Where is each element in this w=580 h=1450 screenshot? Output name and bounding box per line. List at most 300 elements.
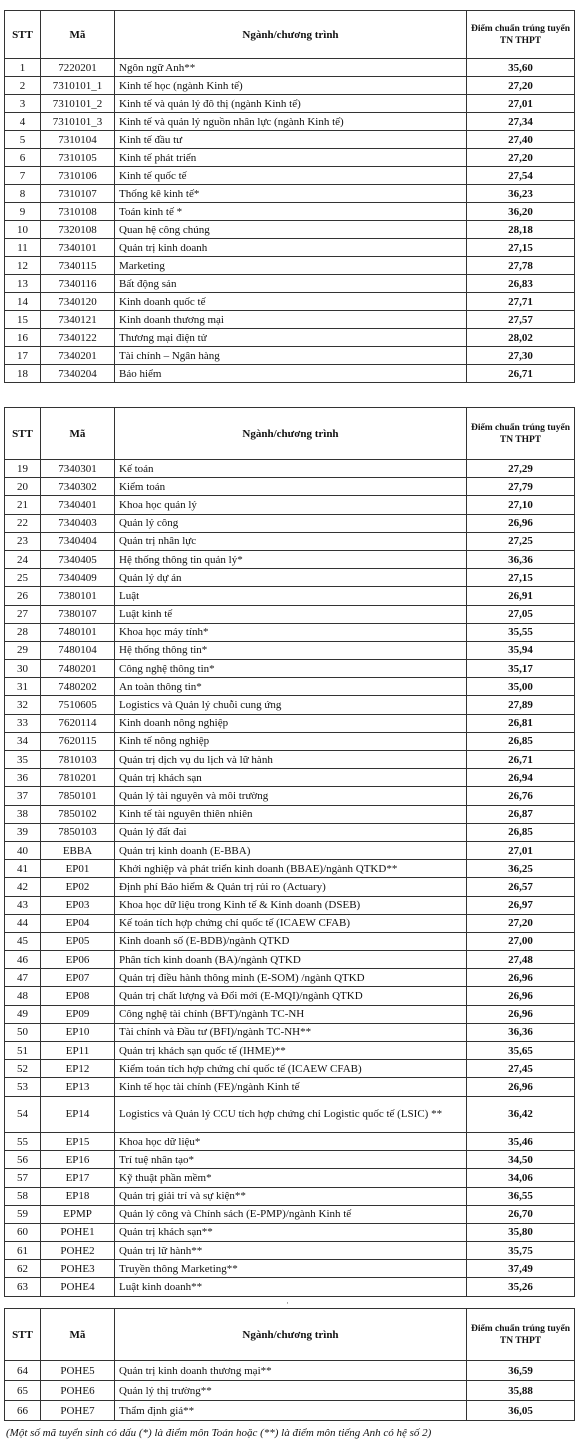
row-code: EP11 xyxy=(41,1042,115,1060)
row-score: 34,50 xyxy=(467,1151,575,1169)
table-row xyxy=(5,787,575,805)
table-row xyxy=(5,769,575,787)
row-program-name: Quản trị nhân lực xyxy=(115,532,467,550)
row-code: EP10 xyxy=(41,1023,115,1041)
row-code: POHE3 xyxy=(41,1260,115,1278)
row-program-name: Logistics và Quản lý chuỗi cung ứng xyxy=(115,696,467,714)
row-code: EP14 xyxy=(41,1096,115,1132)
row-code: 7380101 xyxy=(41,587,115,605)
table-row xyxy=(5,1042,575,1060)
table-row xyxy=(5,969,575,987)
row-score: 27,34 xyxy=(467,113,575,131)
admission-table-part-1 xyxy=(4,10,575,383)
row-score: 35,65 xyxy=(467,1042,575,1060)
row-stt: 59 xyxy=(5,1205,41,1223)
row-code: 7340302 xyxy=(41,478,115,496)
table-row xyxy=(5,714,575,732)
table-header-row xyxy=(5,408,575,460)
row-score: 35,46 xyxy=(467,1132,575,1150)
row-code: 7310104 xyxy=(41,131,115,149)
table-row xyxy=(5,77,575,95)
row-score: 26,96 xyxy=(467,987,575,1005)
header-program: Ngành/chương trình xyxy=(115,11,467,59)
row-code: 7850102 xyxy=(41,805,115,823)
table-row xyxy=(5,569,575,587)
table-row xyxy=(5,951,575,969)
row-score: 36,55 xyxy=(467,1187,575,1205)
row-stt: 27 xyxy=(5,605,41,623)
row-program-name: Quản trị kinh doanh thương mại** xyxy=(115,1361,467,1381)
row-code: 7340116 xyxy=(41,275,115,293)
row-stt: 45 xyxy=(5,932,41,950)
row-code: EP13 xyxy=(41,1078,115,1096)
row-stt: 54 xyxy=(5,1096,41,1132)
table-row xyxy=(5,239,575,257)
row-program-name: Công nghệ tài chính (BFT)/ngành TC-NH xyxy=(115,1005,467,1023)
row-score: 27,71 xyxy=(467,293,575,311)
row-program-name: Khoa học dữ liệu* xyxy=(115,1132,467,1150)
row-stt: 56 xyxy=(5,1151,41,1169)
table-body xyxy=(5,59,575,383)
table-body xyxy=(5,460,575,1297)
row-score: 27,29 xyxy=(467,460,575,478)
table-row xyxy=(5,1381,575,1401)
table-row xyxy=(5,1278,575,1296)
row-program-name: Quản lý tài nguyên và môi trường xyxy=(115,787,467,805)
row-code: 7850103 xyxy=(41,823,115,841)
row-stt: 35 xyxy=(5,751,41,769)
row-score: 26,85 xyxy=(467,823,575,841)
row-score: 26,87 xyxy=(467,805,575,823)
table-row xyxy=(5,1023,575,1041)
row-program-name: Ngôn ngữ Anh** xyxy=(115,59,467,77)
table-row xyxy=(5,275,575,293)
row-stt: 42 xyxy=(5,878,41,896)
row-stt: 6 xyxy=(5,149,41,167)
row-stt: 64 xyxy=(5,1361,41,1381)
row-score: 27,00 xyxy=(467,932,575,950)
row-score: 35,17 xyxy=(467,660,575,678)
row-score: 27,20 xyxy=(467,77,575,95)
row-stt: 12 xyxy=(5,257,41,275)
table-row xyxy=(5,311,575,329)
row-stt: 41 xyxy=(5,860,41,878)
row-stt: 33 xyxy=(5,714,41,732)
row-stt: 63 xyxy=(5,1278,41,1296)
row-program-name: Quản trị khách sạn quốc tế (IHME)** xyxy=(115,1042,467,1060)
row-code: 7340405 xyxy=(41,550,115,568)
row-program-name: Quan hệ công chúng xyxy=(115,221,467,239)
table-row xyxy=(5,1242,575,1260)
row-score: 35,55 xyxy=(467,623,575,641)
row-stt: 34 xyxy=(5,732,41,750)
row-score: 35,88 xyxy=(467,1381,575,1401)
row-code: 7810201 xyxy=(41,769,115,787)
page-separator-mark: · xyxy=(286,1298,289,1308)
row-stt: 17 xyxy=(5,347,41,365)
row-program-name: Quản lý công và Chính sách (E-PMP)/ngành Kinh tế xyxy=(115,1205,467,1223)
row-code: 7340409 xyxy=(41,569,115,587)
row-stt: 18 xyxy=(5,365,41,383)
row-score: 27,40 xyxy=(467,131,575,149)
row-stt: 2 xyxy=(5,77,41,95)
header-program: Ngành/chương trình xyxy=(115,408,467,460)
row-code: 7480104 xyxy=(41,641,115,659)
row-stt: 50 xyxy=(5,1023,41,1041)
row-code: 7340301 xyxy=(41,460,115,478)
header-stt: STT xyxy=(5,1309,41,1361)
table-row xyxy=(5,1401,575,1421)
row-program-name: Quản lý thị trường** xyxy=(115,1381,467,1401)
row-stt: 7 xyxy=(5,167,41,185)
row-code: POHE1 xyxy=(41,1223,115,1241)
row-program-name: Quản trị khách sạn xyxy=(115,769,467,787)
table-row xyxy=(5,823,575,841)
row-program-name: Quản trị chất lượng và Đổi mới (E-MQI)/ngành QTKD xyxy=(115,987,467,1005)
row-program-name: Quản trị kinh doanh xyxy=(115,239,467,257)
row-code: 7510605 xyxy=(41,696,115,714)
table-row xyxy=(5,1361,575,1381)
row-stt: 26 xyxy=(5,587,41,605)
row-program-name: Kinh doanh số (E-BDB)/ngành QTKD xyxy=(115,932,467,950)
row-score: 27,01 xyxy=(467,95,575,113)
row-program-name: Tài chính và Đầu tư (BFI)/ngành TC-NH** xyxy=(115,1023,467,1041)
row-stt: 22 xyxy=(5,514,41,532)
row-code: 7810103 xyxy=(41,751,115,769)
table-row xyxy=(5,987,575,1005)
admission-table-part-3 xyxy=(4,1308,575,1421)
row-code: EP08 xyxy=(41,987,115,1005)
table-row xyxy=(5,59,575,77)
row-program-name: Kinh doanh thương mại xyxy=(115,311,467,329)
row-score: 36,20 xyxy=(467,203,575,221)
row-score: 27,01 xyxy=(467,841,575,859)
row-program-name: Toán kinh tế * xyxy=(115,203,467,221)
table-body xyxy=(5,1361,575,1421)
row-stt: 66 xyxy=(5,1401,41,1421)
row-score: 26,83 xyxy=(467,275,575,293)
row-stt: 4 xyxy=(5,113,41,131)
row-stt: 40 xyxy=(5,841,41,859)
row-code: EP06 xyxy=(41,951,115,969)
header-code: Mã xyxy=(41,11,115,59)
row-stt: 9 xyxy=(5,203,41,221)
row-code: POHE2 xyxy=(41,1242,115,1260)
header-score: Điểm chuẩn trúng tuyển TN THPT xyxy=(467,11,575,59)
table-row xyxy=(5,696,575,714)
table-row xyxy=(5,221,575,239)
row-code: EP18 xyxy=(41,1187,115,1205)
row-score: 27,10 xyxy=(467,496,575,514)
row-score: 27,57 xyxy=(467,311,575,329)
row-code: 7310101_1 xyxy=(41,77,115,95)
table-row xyxy=(5,1132,575,1150)
row-score: 36,05 xyxy=(467,1401,575,1421)
row-program-name: Marketing xyxy=(115,257,467,275)
row-score: 26,57 xyxy=(467,878,575,896)
row-program-name: Bảo hiểm xyxy=(115,365,467,383)
table-row xyxy=(5,805,575,823)
row-code: POHE5 xyxy=(41,1361,115,1381)
row-code: EBBA xyxy=(41,841,115,859)
row-score: 27,78 xyxy=(467,257,575,275)
table-row xyxy=(5,1005,575,1023)
row-code: EP12 xyxy=(41,1060,115,1078)
row-stt: 53 xyxy=(5,1078,41,1096)
row-program-name: Kế toán xyxy=(115,460,467,478)
row-program-name: Phân tích kinh doanh (BA)/ngành QTKD xyxy=(115,951,467,969)
row-program-name: Quản lý dự án xyxy=(115,569,467,587)
row-program-name: Kinh tế và quản lý đô thị (ngành Kinh tế) xyxy=(115,95,467,113)
row-score: 26,91 xyxy=(467,587,575,605)
row-program-name: Hệ thống thông tin* xyxy=(115,641,467,659)
row-program-name: Kinh doanh quốc tế xyxy=(115,293,467,311)
row-stt: 11 xyxy=(5,239,41,257)
row-score: 26,96 xyxy=(467,514,575,532)
row-stt: 28 xyxy=(5,623,41,641)
table-row xyxy=(5,660,575,678)
row-code: EP03 xyxy=(41,896,115,914)
row-score: 36,25 xyxy=(467,860,575,878)
row-stt: 31 xyxy=(5,678,41,696)
table-row xyxy=(5,605,575,623)
row-code: POHE6 xyxy=(41,1381,115,1401)
row-score: 26,70 xyxy=(467,1205,575,1223)
row-program-name: Kinh tế phát triển xyxy=(115,149,467,167)
row-code: 7310101_2 xyxy=(41,95,115,113)
row-code: 7320108 xyxy=(41,221,115,239)
row-program-name: Bất động sản xyxy=(115,275,467,293)
row-stt: 25 xyxy=(5,569,41,587)
row-program-name: Luật kinh doanh** xyxy=(115,1278,467,1296)
row-score: 27,15 xyxy=(467,569,575,587)
row-program-name: Hệ thống thông tin quản lý* xyxy=(115,550,467,568)
row-program-name: Khởi nghiệp và phát triển kinh doanh (BBAE)/ngành QTKD** xyxy=(115,860,467,878)
row-score: 36,36 xyxy=(467,1023,575,1041)
row-stt: 24 xyxy=(5,550,41,568)
row-score: 27,20 xyxy=(467,149,575,167)
row-program-name: Quản trị dịch vụ du lịch và lữ hành xyxy=(115,751,467,769)
row-code: 7340101 xyxy=(41,239,115,257)
row-score: 26,96 xyxy=(467,1005,575,1023)
row-program-name: Công nghệ thông tin* xyxy=(115,660,467,678)
table-row xyxy=(5,365,575,383)
row-program-name: Quản trị điều hành thông minh (E-SOM) /ngành QTKD xyxy=(115,969,467,987)
row-score: 35,00 xyxy=(467,678,575,696)
row-score: 26,85 xyxy=(467,732,575,750)
row-score: 36,42 xyxy=(467,1096,575,1132)
row-stt: 58 xyxy=(5,1187,41,1205)
table-row xyxy=(5,841,575,859)
table-row xyxy=(5,203,575,221)
row-code: POHE4 xyxy=(41,1278,115,1296)
table-row xyxy=(5,113,575,131)
row-score: 26,97 xyxy=(467,896,575,914)
row-stt: 23 xyxy=(5,532,41,550)
row-score: 37,49 xyxy=(467,1260,575,1278)
row-stt: 61 xyxy=(5,1242,41,1260)
table-row xyxy=(5,149,575,167)
row-stt: 13 xyxy=(5,275,41,293)
row-stt: 47 xyxy=(5,969,41,987)
row-score: 26,71 xyxy=(467,751,575,769)
row-code: EP05 xyxy=(41,932,115,950)
row-program-name: Quản trị lữ hành** xyxy=(115,1242,467,1260)
row-stt: 21 xyxy=(5,496,41,514)
row-code: EP01 xyxy=(41,860,115,878)
row-stt: 1 xyxy=(5,59,41,77)
row-stt: 30 xyxy=(5,660,41,678)
table-row xyxy=(5,478,575,496)
row-score: 27,79 xyxy=(467,478,575,496)
row-score: 35,94 xyxy=(467,641,575,659)
row-stt: 62 xyxy=(5,1260,41,1278)
row-program-name: Kiểm toán tích hợp chứng chỉ quốc tế (ICAEW CFAB) xyxy=(115,1060,467,1078)
row-program-name: Thương mại điện tử xyxy=(115,329,467,347)
row-code: 7340120 xyxy=(41,293,115,311)
row-stt: 14 xyxy=(5,293,41,311)
row-stt: 46 xyxy=(5,951,41,969)
table-row xyxy=(5,896,575,914)
row-stt: 55 xyxy=(5,1132,41,1150)
row-program-name: Quản trị khách sạn** xyxy=(115,1223,467,1241)
row-code: 7340115 xyxy=(41,257,115,275)
header-stt: STT xyxy=(5,11,41,59)
row-score: 27,25 xyxy=(467,532,575,550)
row-score: 27,45 xyxy=(467,1060,575,1078)
table-row xyxy=(5,1078,575,1096)
row-stt: 51 xyxy=(5,1042,41,1060)
row-stt: 37 xyxy=(5,787,41,805)
table-row xyxy=(5,641,575,659)
row-program-name: Quản trị giải trí và sự kiện** xyxy=(115,1187,467,1205)
table-row xyxy=(5,514,575,532)
row-program-name: Kỹ thuật phần mềm* xyxy=(115,1169,467,1187)
row-code: 7310107 xyxy=(41,185,115,203)
row-score: 26,94 xyxy=(467,769,575,787)
admission-table-part-2 xyxy=(4,407,575,1297)
header-score: Điểm chuẩn trúng tuyển TN THPT xyxy=(467,1309,575,1361)
row-score: 27,30 xyxy=(467,347,575,365)
row-stt: 10 xyxy=(5,221,41,239)
row-stt: 19 xyxy=(5,460,41,478)
row-stt: 8 xyxy=(5,185,41,203)
row-program-name: Kinh doanh nông nghiệp xyxy=(115,714,467,732)
table-row xyxy=(5,732,575,750)
row-code: 7340121 xyxy=(41,311,115,329)
row-program-name: Kinh tế và quản lý nguồn nhân lực (ngành Kinh tế) xyxy=(115,113,467,131)
row-stt: 49 xyxy=(5,1005,41,1023)
row-score: 27,48 xyxy=(467,951,575,969)
row-program-name: Kinh tế tài nguyên thiên nhiên xyxy=(115,805,467,823)
row-stt: 60 xyxy=(5,1223,41,1241)
row-stt: 52 xyxy=(5,1060,41,1078)
row-stt: 36 xyxy=(5,769,41,787)
footnote: (Một số mã tuyển sinh có dấu (*) là điểm môn Toán hoặc (**) là điểm môn tiếng Anh có hệ số 2) xyxy=(6,1427,432,1439)
row-program-name: Truyền thông Marketing** xyxy=(115,1260,467,1278)
row-score: 26,76 xyxy=(467,787,575,805)
table-row xyxy=(5,131,575,149)
row-score: 36,36 xyxy=(467,550,575,568)
table-row xyxy=(5,751,575,769)
row-program-name: Kinh tế nông nghiệp xyxy=(115,732,467,750)
row-score: 36,23 xyxy=(467,185,575,203)
table-row xyxy=(5,1151,575,1169)
table-row xyxy=(5,550,575,568)
row-program-name: Thống kê kinh tế* xyxy=(115,185,467,203)
row-code: 7340122 xyxy=(41,329,115,347)
row-score: 27,05 xyxy=(467,605,575,623)
row-code: 7310106 xyxy=(41,167,115,185)
table-row xyxy=(5,1187,575,1205)
table-row xyxy=(5,1169,575,1187)
row-program-name: Kinh tế học (ngành Kinh tế) xyxy=(115,77,467,95)
table-row xyxy=(5,914,575,932)
row-stt: 3 xyxy=(5,95,41,113)
row-program-name: Thẩm định giá** xyxy=(115,1401,467,1421)
table-row xyxy=(5,1223,575,1241)
row-stt: 65 xyxy=(5,1381,41,1401)
row-code: POHE7 xyxy=(41,1401,115,1421)
row-program-name: Tài chính – Ngân hàng xyxy=(115,347,467,365)
table-row xyxy=(5,878,575,896)
row-stt: 39 xyxy=(5,823,41,841)
header-score: Điểm chuẩn trúng tuyển TN THPT xyxy=(467,408,575,460)
row-code: 7480101 xyxy=(41,623,115,641)
row-code: 7340204 xyxy=(41,365,115,383)
row-program-name: Luật kinh tế xyxy=(115,605,467,623)
row-code: EP15 xyxy=(41,1132,115,1150)
row-code: EP16 xyxy=(41,1151,115,1169)
row-code: EP09 xyxy=(41,1005,115,1023)
row-code: 7310105 xyxy=(41,149,115,167)
row-program-name: Quản trị kinh doanh (E-BBA) xyxy=(115,841,467,859)
row-stt: 5 xyxy=(5,131,41,149)
row-score: 28,18 xyxy=(467,221,575,239)
row-code: 7340403 xyxy=(41,514,115,532)
row-code: EP07 xyxy=(41,969,115,987)
row-code: 7480201 xyxy=(41,660,115,678)
table-row xyxy=(5,678,575,696)
row-code: 7340404 xyxy=(41,532,115,550)
table-row xyxy=(5,257,575,275)
row-score: 26,71 xyxy=(467,365,575,383)
row-program-name: Luật xyxy=(115,587,467,605)
table-row xyxy=(5,932,575,950)
row-score: 27,54 xyxy=(467,167,575,185)
row-program-name: Trí tuệ nhân tạo* xyxy=(115,1151,467,1169)
row-score: 26,96 xyxy=(467,969,575,987)
row-code: 7380107 xyxy=(41,605,115,623)
row-program-name: Quản lý đất đai xyxy=(115,823,467,841)
table-row xyxy=(5,167,575,185)
row-program-name: Khoa học máy tính* xyxy=(115,623,467,641)
table-header-row xyxy=(5,11,575,59)
row-stt: 29 xyxy=(5,641,41,659)
table-row xyxy=(5,1060,575,1078)
row-program-name: Kế toán tích hợp chứng chỉ quốc tế (ICAEW CFAB) xyxy=(115,914,467,932)
row-stt: 43 xyxy=(5,896,41,914)
row-score: 28,02 xyxy=(467,329,575,347)
row-code: 7220201 xyxy=(41,59,115,77)
row-score: 26,81 xyxy=(467,714,575,732)
row-program-name: Khoa học dữ liệu trong Kinh tế & Kinh doanh (DSEB) xyxy=(115,896,467,914)
table-row xyxy=(5,460,575,478)
row-code: 7620115 xyxy=(41,732,115,750)
row-code: 7310108 xyxy=(41,203,115,221)
row-score: 27,20 xyxy=(467,914,575,932)
row-code: 7480202 xyxy=(41,678,115,696)
